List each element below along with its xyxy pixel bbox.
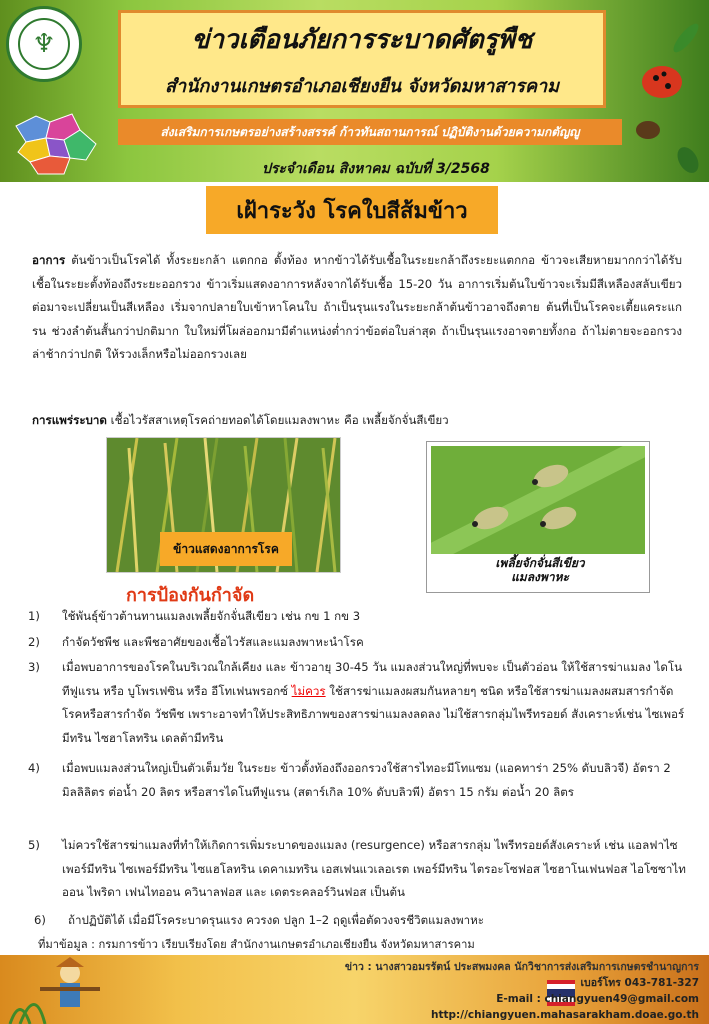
step-number: 1) <box>28 609 40 623</box>
scarecrow-decoration-icon <box>0 955 120 1024</box>
step-number: 2) <box>28 635 40 649</box>
warning-title: เฝ้าระวัง โรคใบสีส้มข้าว <box>206 186 498 234</box>
step-number: 3) <box>28 660 40 674</box>
symptoms-paragraph <box>32 249 682 367</box>
spread-text: เชื้อไวรัสสาเหตุโรคถ่ายทอดได้โดยแมลงพาหะ คือ เพลี้ยจักจั่นสีเขียว <box>106 413 449 427</box>
header-banner <box>0 0 709 182</box>
control-step <box>28 834 688 905</box>
insects-decoration-icon <box>604 10 709 180</box>
control-step <box>28 631 688 655</box>
symptoms-label: อาการ <box>32 253 66 267</box>
step-number: 6) <box>34 913 46 927</box>
control-step <box>34 909 694 933</box>
symptoms-text: ต้นข้าวเป็นโรคได้ ทั้งระยะกล้า แตกกอ ตั้งท้อง หากข้าวได้รับเชื้อในระยะกล้าถึงระยะแตกกอ ข้าวจะเสียหายมากกว่าได้รับเชื้อในระยะตั้งท้องถึงระยะออกรวง ข้าวเริ่มแสดงอาการหลังจากได้รับเชื้อ 15-20 วัน อาการเริ่มต้นใบข้าวจะเริ่มมีสีเหลืองสลับเขียว ต่อมาจะเปลี่ยนเป็นสีเหลือง เริ่มจากปลายใบเข้าหาโคนใบ ถ้าเป็นรุนแรงในระยะกล้าต้นข้าวอาจถึงตาย ต้นที่เป็นโรคจะเตี้ยแคระแกรน ช่วงลำต้นสั้นกว่าปกติมาก ใบใหม่ที่โผล่ออกมามีตำแหน่งต่ำกว่าข้อต่อใบล่าสุด ถ้าเป็นรุนแรงอาจตายทั้งกอ ถ้าไม่ตายจะออกรวงล่าช้ากว่าปกติ ให้รวงเล็กหรือไม่ออกรวงเลย <box>32 253 682 361</box>
footer-banner <box>0 955 709 1024</box>
leafhopper-photo <box>431 446 645 554</box>
step-number: 4) <box>28 761 40 775</box>
step-text: เมื่อพบแมลงส่วนใหญ่เป็นตัวเต็มวัย ในระยะ ข้าวตั้งท้องถึงออกรวงใช้สารไทอะมีโทแซม (แอคทาร่า 25% ดับบลิวจี) อัตรา 2 มิลลิลิตร ต่อน้ำ 20 ลิตร หรือสารไดโนทีฟูแรน (สตาร์เกิล 10% ดับบลิวพี) อัตรา 15 กรัม ต่อน้ำ 20 ลิตร <box>62 761 671 799</box>
step-text: ไม่ควรใช้สารฆ่าแมลงที่ทำให้เกิดการเพิ่มระบาดของแมลง (resurgence) หรือสารกลุ่ม ไพรีทรอยด์สังเคราะห์ เช่น แอลฟาไซเพอร์มีทริน ไซเพอร์มีทริน ไซแฮโลทริน เดคาเมทริน เอสเฟนแวเลอเรต เพอร์มีทริน ไตรอะโซฟอส ไซฮาโนเฟนฟอส ไอโซซาไทออน ไพริดา เฟนไทออน ควินาลฟอส และ เดตระคลอร์วินฟอส เป็นต้น <box>62 838 686 899</box>
leafhopper-caption-line2: แมลงพาหะ <box>511 570 569 584</box>
contact-info <box>345 959 699 1023</box>
page-title: ข่าวเตือนภัยการระบาดศัตรูพืช <box>191 25 533 55</box>
control-step <box>28 656 688 750</box>
rice-photo-caption: ข้าวแสดงอาการโรค <box>160 532 292 566</box>
step-number: 5) <box>28 838 40 852</box>
spread-paragraph <box>32 409 682 433</box>
spread-label: การแพร่ระบาด <box>32 413 107 427</box>
province-map-icon <box>6 108 102 178</box>
step-text: ใช้พันธุ์ข้าวต้านทานแมลงเพลี้ยจักจั่นสีเขียว เช่น กข 1 กข 3 <box>62 609 361 623</box>
source-note: ที่มาข้อมูล : กรมการข้าว เรียบเรียงโดย สำนักงานเกษตรอำเภอเชียงยืน จังหวัดมหาสารคาม <box>38 938 475 951</box>
step-text: ถ้าปฏิบัติได้ เมื่อมีโรคระบาดรุนแรง ควรงด ปลูก 1–2 ฤดูเพื่อตัดวงจรชีวิตแมลงพาหะ <box>68 913 485 927</box>
email-line[interactable]: E-mail : chiangyuen49@gmail.com <box>496 993 699 1005</box>
control-section-title: การป้องกันกำจัด <box>126 585 255 606</box>
office-name: สำนักงานเกษตรอำเภอเชียงยืน จังหวัดมหาสารคาม <box>165 76 559 97</box>
leafhopper-caption-line1: เพลี้ยจักจั่นสีเขียว <box>495 556 585 570</box>
department-seal-logo <box>6 6 82 82</box>
step-text-part: ใช้สารฆ่าแมลงผสมกันหลายๆ ชนิด หรือใช้สารฆ่าแมลงผสมสารกำจัดโรคหรือสารกำจัด วัชพืช เพราะอาจทำให้ประสิทธิภาพของสารฆ่าแมลงลดลง ไม่ใช้สารกลุ่มไพรีทรอยด์ สังเคราะห์เช่น ไซเพอร์มีทริน ไซฮาโลทริน เดลต้ามีทริน <box>62 683 685 745</box>
step-text: กำจัดวัชพืช และพืชอาศัยของเชื้อไวรัสและแมลงพาหะนำโรค <box>62 635 364 649</box>
author-line: ข่าว : นางสาวอมรรัตน์ ประสพมงคล นักวิชาการส่งเสริมการเกษตรชำนาญการ <box>344 961 699 973</box>
issue-label: ประจำเดือน สิงหาคม ฉบับที่ 3/2568 <box>262 161 490 177</box>
step-text-part: เมื่อพบอาการของโรคในบริเวณใกล้เคียง และ ข้าวอายุ 30-45 วัน แมลงส่วนใหญ่ที่พบจะ เป็นตัวอ่อน ให้ใช้สารฆ่าแมลง ไดโนทีฟูแรน หรือ บูโพรเฟซิน หรือ อีโทเฟนพรอกซ์ <box>62 660 683 698</box>
control-step <box>28 605 688 629</box>
slogan-banner: ส่งเสริมการเกษตรอย่างสร้างสรรค์ ก้าวทันสถานการณ์ ปฏิบัติงานด้วยความกตัญญู <box>118 119 622 145</box>
phone-line: เบอร์โทร 043-781-327 <box>580 977 699 989</box>
website-link[interactable]: http://chiangyuen.mahasarakham.doae.go.th <box>431 1009 699 1021</box>
step-text <box>62 656 688 750</box>
plough-emblem-icon: ♆ <box>18 18 70 70</box>
title-box <box>118 10 606 108</box>
do-not-emphasis: ไม่ควร <box>291 683 326 698</box>
leafhopper-photo-caption <box>440 556 640 584</box>
control-step <box>28 757 688 804</box>
